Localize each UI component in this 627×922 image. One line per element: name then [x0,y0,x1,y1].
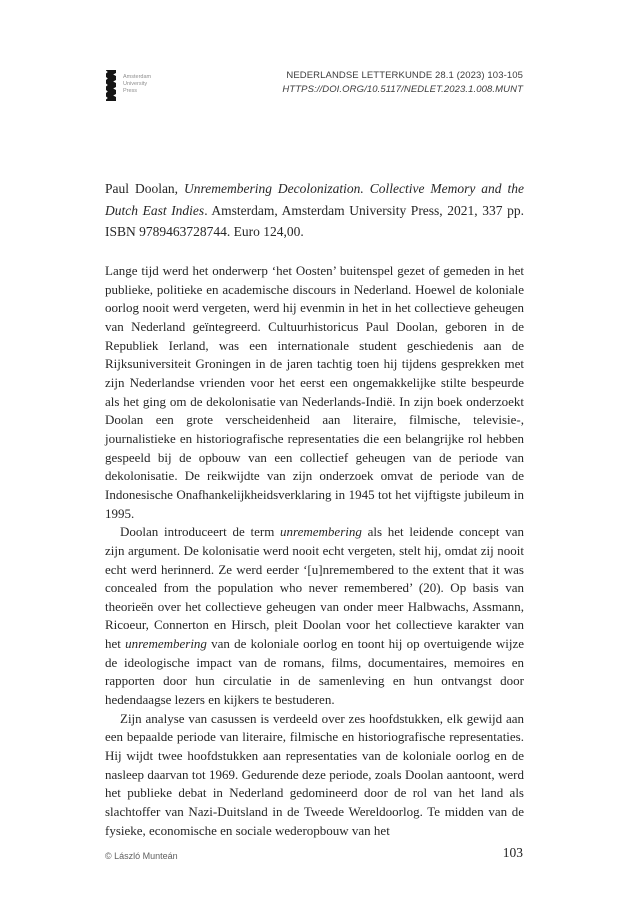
publisher-name-line: Amsterdam [123,74,152,80]
text-segment: als het leidende concept van zijn argument. De kolonisatie werd nooit echt vergeten, stelt hij, omdat zij nooit echt werd herinnerd. Ze werd eerder ‘[u]nremembered to the extent that it was concealed from the population who never remembered’ (20). Op basis van theorieën over het collectieve geheugen van onder meer Halbwachs, Assmann, Ricoeur, Connerton en Hirsch, pleit Doolan voor het collectieve karakter van het [105,524,524,652]
paragraph [105,523,524,710]
aup-publisher-logo [105,70,151,101]
text-segment: Paul Doolan, [105,181,184,196]
publisher-name-line: University [123,81,148,87]
page-number: 103 [502,845,523,860]
copyright-notice: © László Munteán [105,851,178,861]
italic-text-segment: unremembering [125,636,207,652]
review-body [105,262,524,840]
text-segment: Lange tijd werd het onderwerp ‘het Oosten’ buitenspel gezet of gemeden in het publieke, politieke en academische discours in Nederland. Hoewel de koloniale oorlog nooit werd vergeten, werd hij evenmin in het in het collectieve geheugen van Nederland geïntegreerd. Cultuurhistoricus Paul Doolan, geboren in de Republiek Ierland, was een internationale student geschiedenis aan de Rijksuniversiteit Groningen in de jaren tachtig toen hij tijdens gesprekken met zijn Nederlandse vrienden voor het eerst een ongemakkelijke stilte bespeurde als het ging om de dekolonisatie van Nederlands-Indië. In zijn boek onderzoekt Doolan een grote verscheidenheid aan literaire, filmische, televisie-, journalistieke en historiografische representaties die een belangrijke rol hebben gespeeld bij de opbouw van een collectief geheugen van de periode van dekolonisatie. De reikwijdte van zijn onderzoek omvat de periode van de Indonesische Onafhankelijkheidsverklaring in 1945 tot het vijftigste jubileum in 1995. [105,263,524,521]
aup-logo-mark-icon [105,70,117,101]
journal-issue-line: NEDERLANDSE LETTERKUNDE 28.1 (2023) 103-105 [286,70,523,81]
book-citation [105,178,524,243]
italic-text-segment: Unremembering Decolonization. Collective Memory and the Dutch East Indies [105,181,524,218]
text-segment: . Amsterdam, Amsterdam University Press, 2021, 337 pp. ISBN 9789463728744. Euro 124,00. [105,202,524,240]
paragraph [105,262,524,523]
publisher-name [123,70,151,95]
text-segment: Doolan introduceert de term [120,524,281,540]
page-header [282,69,523,97]
text-segment: van de koloniale oorlog en toont hij op overtuigende wijze de ideologische impact van de romans, films, documentaires, memoires en rapporten door hun circulatie in de samenleving en hun ontvangst door hedendaagse lezers en kijkers te bestuderen. [105,636,525,708]
text-segment: Zijn analyse van casussen is verdeeld over zes hoofdstukken, elk gewijd aan een bepaalde periode van literaire, filmische en historiografische representaties. Hij wijdt twee hoofdstukken aan representaties van de koloniale oorlog en de nasleep daarvan tot 1969. Gedurende deze periode, zoals Doolan aantoont, werd het publieke debat in Nederland gedomineerd door de rol van het land als slachtoffer van Nazi-Duitsland in de Tweede Wereldoorlog. Te midden van de fysieke, economische en sociale wederopbouw van het [105,710,524,838]
italic-text-segment: unremembering [280,524,362,540]
paragraph [105,710,524,841]
publisher-name-line: Press [123,88,138,94]
doi-line: HTTPS://DOI.ORG/10.5117/NEDLET.2023.1.008.MUNT [282,84,523,95]
